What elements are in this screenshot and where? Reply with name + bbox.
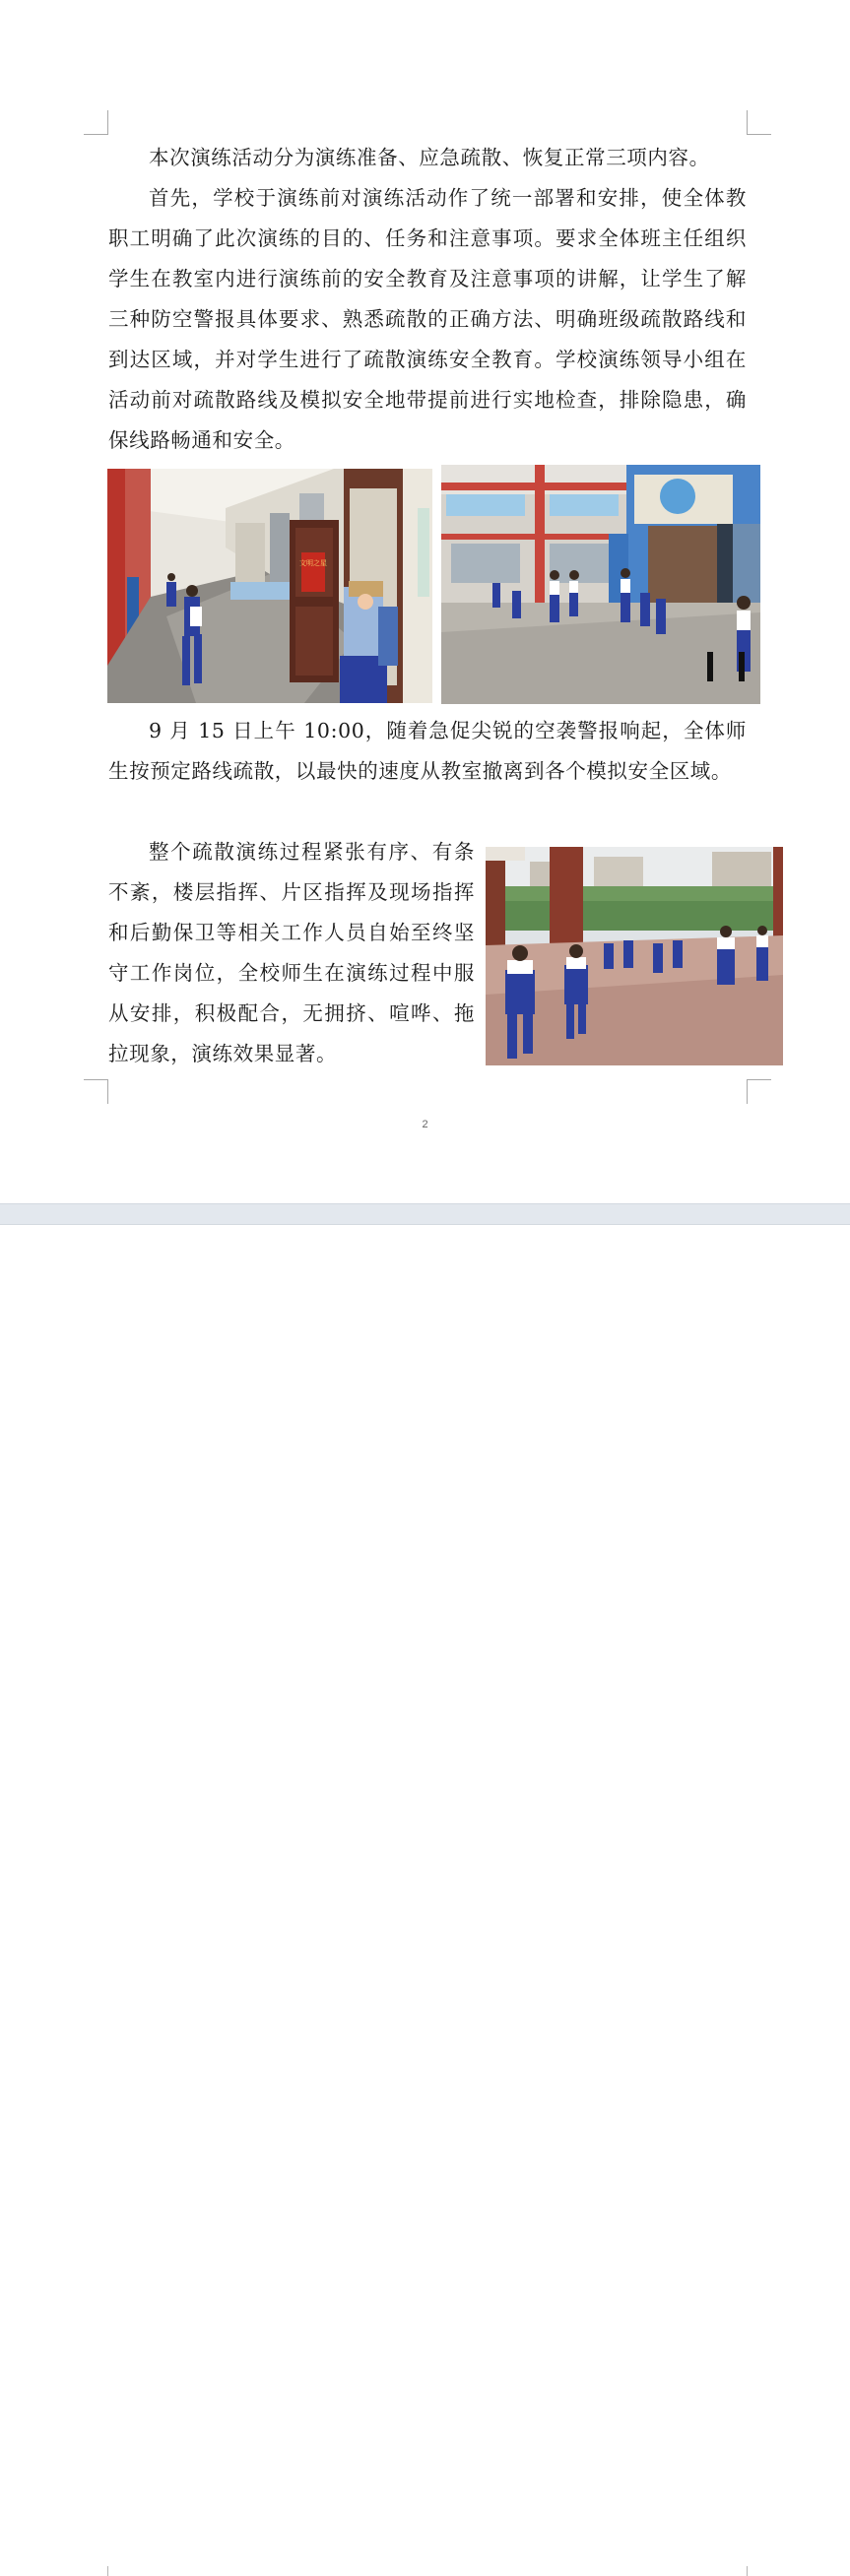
page-separator <box>0 1203 850 1225</box>
crop-mark-top-right <box>747 110 771 135</box>
crop-mark-bottom-right <box>747 1079 771 1104</box>
next-page <box>0 1225 850 1352</box>
paragraph-drill-result: 整个疏散演练过程紧张有序、有条不紊，楼层指挥、片区指挥及现场指挥和后勤保卫等相关工作人员自始至终坚守工作岗位，全校师生在演练过程中服从安排，积极配合，无拥挤、喧哗、拖拉现象，演练效果显著。 <box>108 840 475 1065</box>
document-page <box>0 0 850 1203</box>
paragraph-intro: 本次演练活动分为演练准备、应急疏散、恢复正常三项内容。 <box>149 146 710 169</box>
crop-mark-next-left <box>107 2566 108 2576</box>
photo-playground-evacuation <box>486 847 783 1065</box>
page-number: 2 <box>422 1119 428 1130</box>
crop-mark-next-right <box>747 2566 748 2576</box>
crop-mark-top-left <box>84 110 108 135</box>
photo-sign-text: 文明之星 <box>299 559 327 567</box>
paragraph-drill-start: 9 月 15 日上午 10:00，随着急促尖锐的空袭警报响起，全体师生按预定路线疏散，以最快的速度从教室撤离到各个模拟安全区域。 <box>108 719 747 783</box>
paragraph-preparation: 首先，学校于演练前对演练活动作了统一部署和安排，使全体教职工明确了此次演练的目的、任务和注意事项。要求全体班主任组织学生在教室内进行演练前的安全教育及注意事项的讲解，让学生了解三种防空警报具体要求、熟悉疏散的正确方法、明确班级疏散路线和到达区域，并对学生进行了疏散演练安全教育。学校演练领导小组在活动前对疏散路线及模拟安全地带提前进行实地检查，排除隐患，确保线路畅通和安全。 <box>108 186 747 452</box>
photo-corridor-evacuation <box>107 469 432 703</box>
photo-courtyard-evacuation <box>441 465 760 704</box>
crop-mark-bottom-left <box>84 1079 108 1104</box>
